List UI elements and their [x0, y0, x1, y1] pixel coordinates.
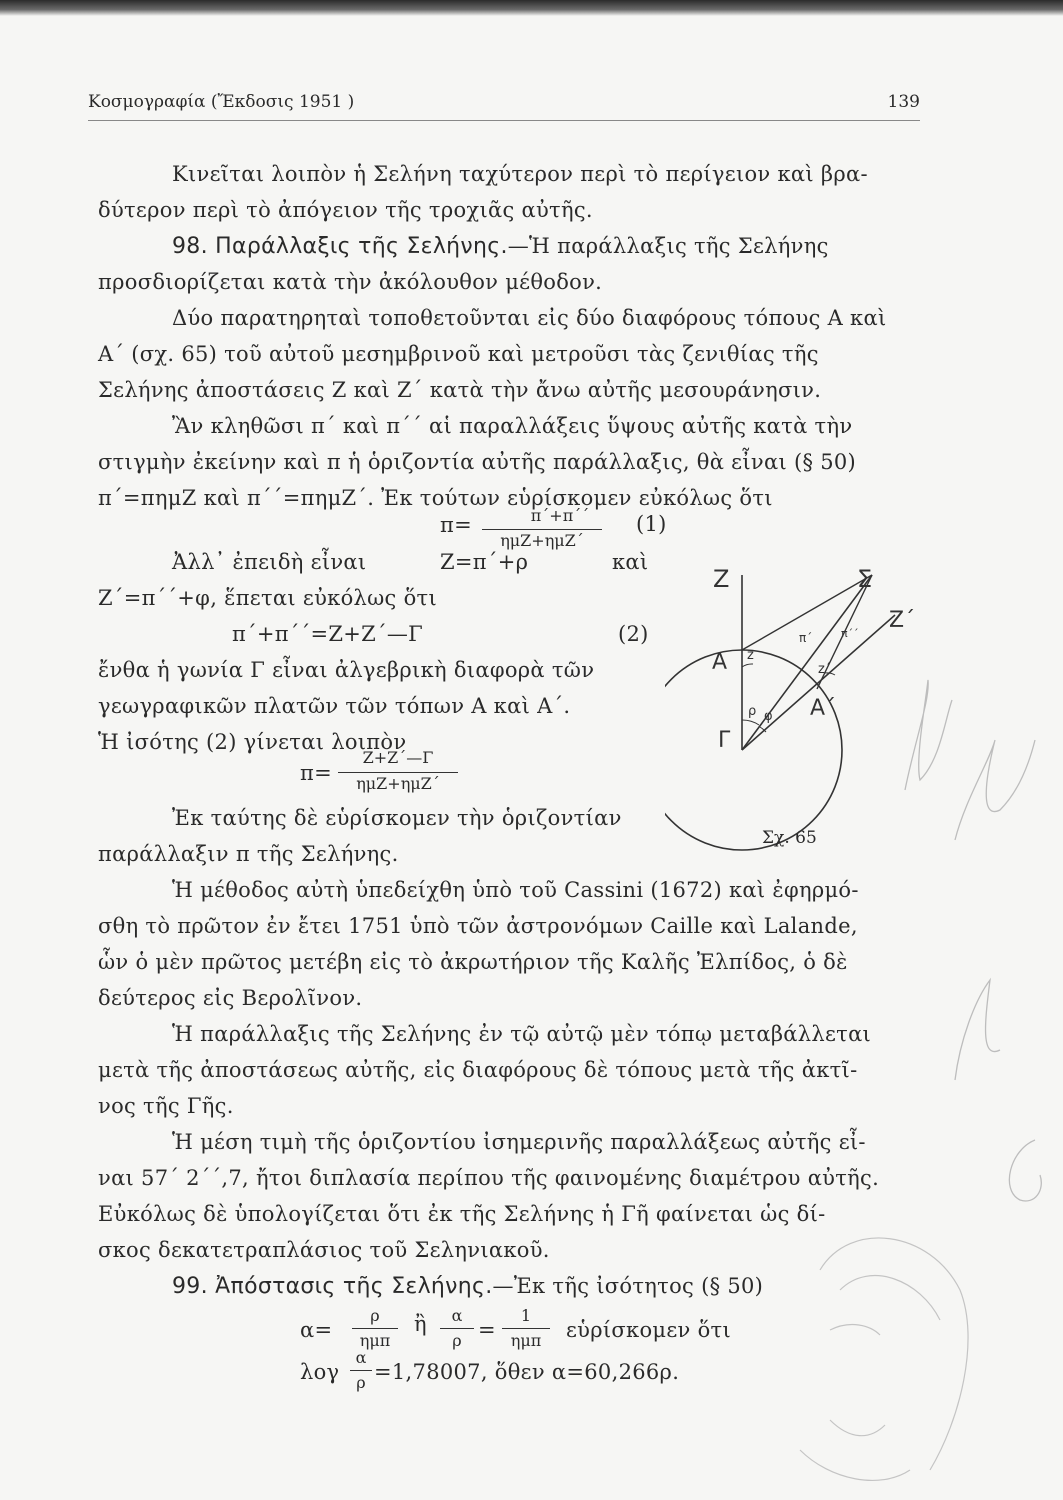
- zenith-line-Ap: [742, 615, 895, 750]
- label-phi: φ: [764, 709, 773, 724]
- eq4-frac3-numerator: 1: [520, 1306, 532, 1325]
- text-line: π΄=πημΖ καὶ π΄΄=πημΖ΄. Ἐκ τούτων εὑρίσκομεν εὐκόλως ὅτι: [98, 486, 773, 510]
- text-line: σθη τὸ πρῶτον ἐν ἔτει 1751 ὑπὸ τῶν ἀστρονόμων Caille καὶ Lalande,: [98, 914, 858, 938]
- text-line: παράλλαξιν π τῆς Σελήνης.: [98, 842, 399, 866]
- text-line: Δύο παρατηρηταὶ τοποθετοῦνται εἰς δύο διαφόρους τόπους Α καὶ: [172, 306, 887, 330]
- section-99-text: —Ἐκ τῆς ἰσότητος (§ 50): [492, 1274, 764, 1298]
- angle-rho-arc: [742, 720, 759, 725]
- label-z-small: z: [747, 648, 754, 663]
- eq4-frac2-numerator: α: [451, 1306, 463, 1325]
- eq4-or: ἢ: [414, 1312, 427, 1336]
- text-line: δεύτερος εἰς Βερολῖνον.: [98, 986, 363, 1010]
- figure-caption: Σχ. 65: [762, 828, 817, 848]
- eq3-denominator: ημΖ+ημΖ΄: [356, 774, 440, 793]
- text-line: ἔνθα ἡ γωνία Γ εἶναι ἀλγεβρικὴ διαφορὰ τῶν: [98, 658, 595, 682]
- text-line: Κινεῖται λοιπὸν ἡ Σελήνη ταχύτερον περὶ τὸ περίγειον καὶ βρα-: [172, 162, 868, 186]
- text-line: Σελήνης ἀποστάσεις Ζ καὶ Ζ΄ κατὰ τὴν ἄνω αὐτῆς μεσουράνησιν.: [98, 378, 822, 402]
- eq4-lhs: α=: [300, 1318, 333, 1342]
- text-line: Ἐκ ταύτης δὲ εὑρίσκομεν τὴν ὁριζοντίαν: [172, 806, 622, 830]
- label-Gamma: Γ: [718, 728, 731, 753]
- text-line: Ζ=π΄+ρ: [440, 550, 529, 574]
- eq1-lhs: π=: [440, 513, 472, 537]
- section-99-heading: 99. Ἀπόστασις τῆς Σελήνης.: [172, 1274, 493, 1299]
- text-line: δύτερον περὶ τὸ ἀπόγειον τῆς τροχιᾶς αὐτῆς.: [98, 198, 593, 222]
- section-98-text: —Ἡ παράλλαξις τῆς Σελήνης: [507, 234, 829, 258]
- label-A: Α: [712, 650, 728, 675]
- text-line: Ἂν κληθῶσι π΄ καὶ π΄΄ αἱ παραλλάξεις ὕψους αὐτῆς κατὰ τὴν: [172, 414, 853, 438]
- line-center-to-moon: [742, 575, 872, 750]
- text-line: νος τῆς Γῆς.: [98, 1094, 234, 1118]
- label-pi1: π΄: [799, 631, 813, 645]
- eq4-frac1-numerator: ρ: [370, 1306, 380, 1325]
- section-98-line: [172, 234, 829, 259]
- text-line: Ἡ μέθοδος αὐτὴ ὑπεδείχθη ὑπὸ τοῦ Cassini (1672) καὶ ἐφηρμό-: [172, 878, 859, 902]
- eq5-denominator: ρ: [356, 1373, 366, 1392]
- eq4-frac1-bar: [352, 1328, 398, 1329]
- angle-z-arc: [742, 664, 753, 667]
- eq4-frac3-denominator: ημπ: [510, 1331, 542, 1350]
- label-Z: Ζ: [713, 565, 730, 593]
- eq1-label: (1): [636, 512, 667, 536]
- text-line: στιγμὴν ἐκείνην καὶ π ἡ ὁριζοντία αὐτῆς παράλλαξις, θὰ εἶναι (§ 50): [98, 450, 857, 474]
- earth-circle: [665, 650, 842, 850]
- text-line: προσδιορίζεται κατὰ τὴν ἀκόλουθον μέθοδον.: [98, 270, 603, 294]
- label-rho: ρ: [748, 704, 757, 719]
- section-98-heading: 98. Παράλλαξις τῆς Σελήνης.: [172, 234, 508, 259]
- text-line: μετὰ τῆς ἀποστάσεως αὐτῆς, εἰς διαφόρους δὲ τόπους μετὰ τῆς ἀκτῖ-: [98, 1058, 858, 1082]
- eq5-log: λογ: [300, 1360, 340, 1384]
- text-line: Ἡ μέση τιμὴ τῆς ὁριζοντίου ἰσημερινῆς παραλλάξεως αὐτῆς εἶ-: [172, 1130, 866, 1154]
- text-line: Α΄ (σχ. 65) τοῦ αὐτοῦ μεσημβρινοῦ καὶ μετροῦσι τὰς ζενιθίας τῆς: [98, 342, 819, 366]
- eq4-equals: =: [478, 1318, 496, 1342]
- section-99-line: [172, 1274, 763, 1299]
- text-line: ναι 57΄ 2΄΄,7, ἤτοι διπλασία περίπου τῆς φαινομένης διαμέτρου αὐτῆς.: [98, 1166, 880, 1190]
- label-Sigma: Σ: [857, 565, 873, 593]
- eq4-tail: εὑρίσκομεν ὅτι: [566, 1318, 731, 1342]
- text-line: γεωγραφικῶν πλατῶν τῶν τόπων Α καὶ Α΄.: [98, 694, 571, 718]
- label-Ap: Α΄: [810, 696, 837, 721]
- eq3-lhs: π=: [300, 761, 332, 785]
- eq4-frac1-denominator: ημπ: [359, 1331, 391, 1350]
- eq4-frac2-denominator: ρ: [452, 1331, 462, 1350]
- text-line: Ἡ ἰσότης (2) γίνεται λοιπὸν: [98, 730, 407, 754]
- label-Zp: Ζ΄: [889, 608, 916, 633]
- eq4-frac2-bar: [440, 1328, 474, 1329]
- eq4-frac3-bar: [502, 1328, 550, 1329]
- eq1-numerator: π΄+π΄΄: [530, 506, 590, 525]
- text-line: ὧν ὁ μὲν πρῶτος μετέβη εἰς τὸ ἀκρωτήριον τῆς Καλῆς Ἐλπίδος, ὁ δὲ: [98, 950, 848, 974]
- text-line: σκος δεκατετραπλάσιος τοῦ Σεληνιακοῦ.: [98, 1238, 550, 1262]
- page-number: 139: [887, 92, 920, 112]
- label-pi2: π΄΄: [841, 627, 859, 640]
- text-line: καὶ: [612, 550, 649, 574]
- eq5-bar: [350, 1370, 372, 1371]
- eq3-fraction-bar: [338, 772, 458, 773]
- text-line: Ἡ παράλλαξις τῆς Σελήνης ἐν τῷ αὐτῷ μὲν τόπῳ μεταβάλλεται: [172, 1022, 872, 1046]
- eq5-numerator: α: [355, 1348, 367, 1367]
- eq5-tail: =1,78007, ὅθεν α=60,266ρ.: [374, 1360, 680, 1384]
- figure-65-diagram: [665, 555, 930, 855]
- header-rule: [88, 120, 920, 121]
- header-title: Κοσμογραφία (Ἔκδοσις 1951 ): [88, 92, 355, 112]
- label-zp-small: z΄: [818, 662, 832, 677]
- text-line: Ζ΄=π΄΄+φ, ἕπεται εὐκόλως ὅτι: [98, 586, 437, 610]
- text-line: Ἀλλ᾽ ἐπειδὴ εἶναι: [172, 550, 367, 574]
- scan-edge-shadow: [0, 0, 1063, 16]
- eq1-fraction-bar: [482, 529, 602, 530]
- face-sketch: [800, 1238, 968, 1480]
- eq3-numerator: Ζ+Ζ΄—Γ: [362, 748, 434, 767]
- eq1-denominator: ημΖ+ημΖ΄: [500, 531, 584, 550]
- text-line: Εὐκόλως δὲ ὑπολογίζεται ὅτι ἐκ τῆς Σελήνης ἡ Γῆ φαίνεται ὡς δί-: [98, 1202, 826, 1226]
- eq2: π΄+π΄΄=Ζ+Ζ΄—Γ: [232, 622, 424, 646]
- eq2-label: (2): [618, 622, 649, 646]
